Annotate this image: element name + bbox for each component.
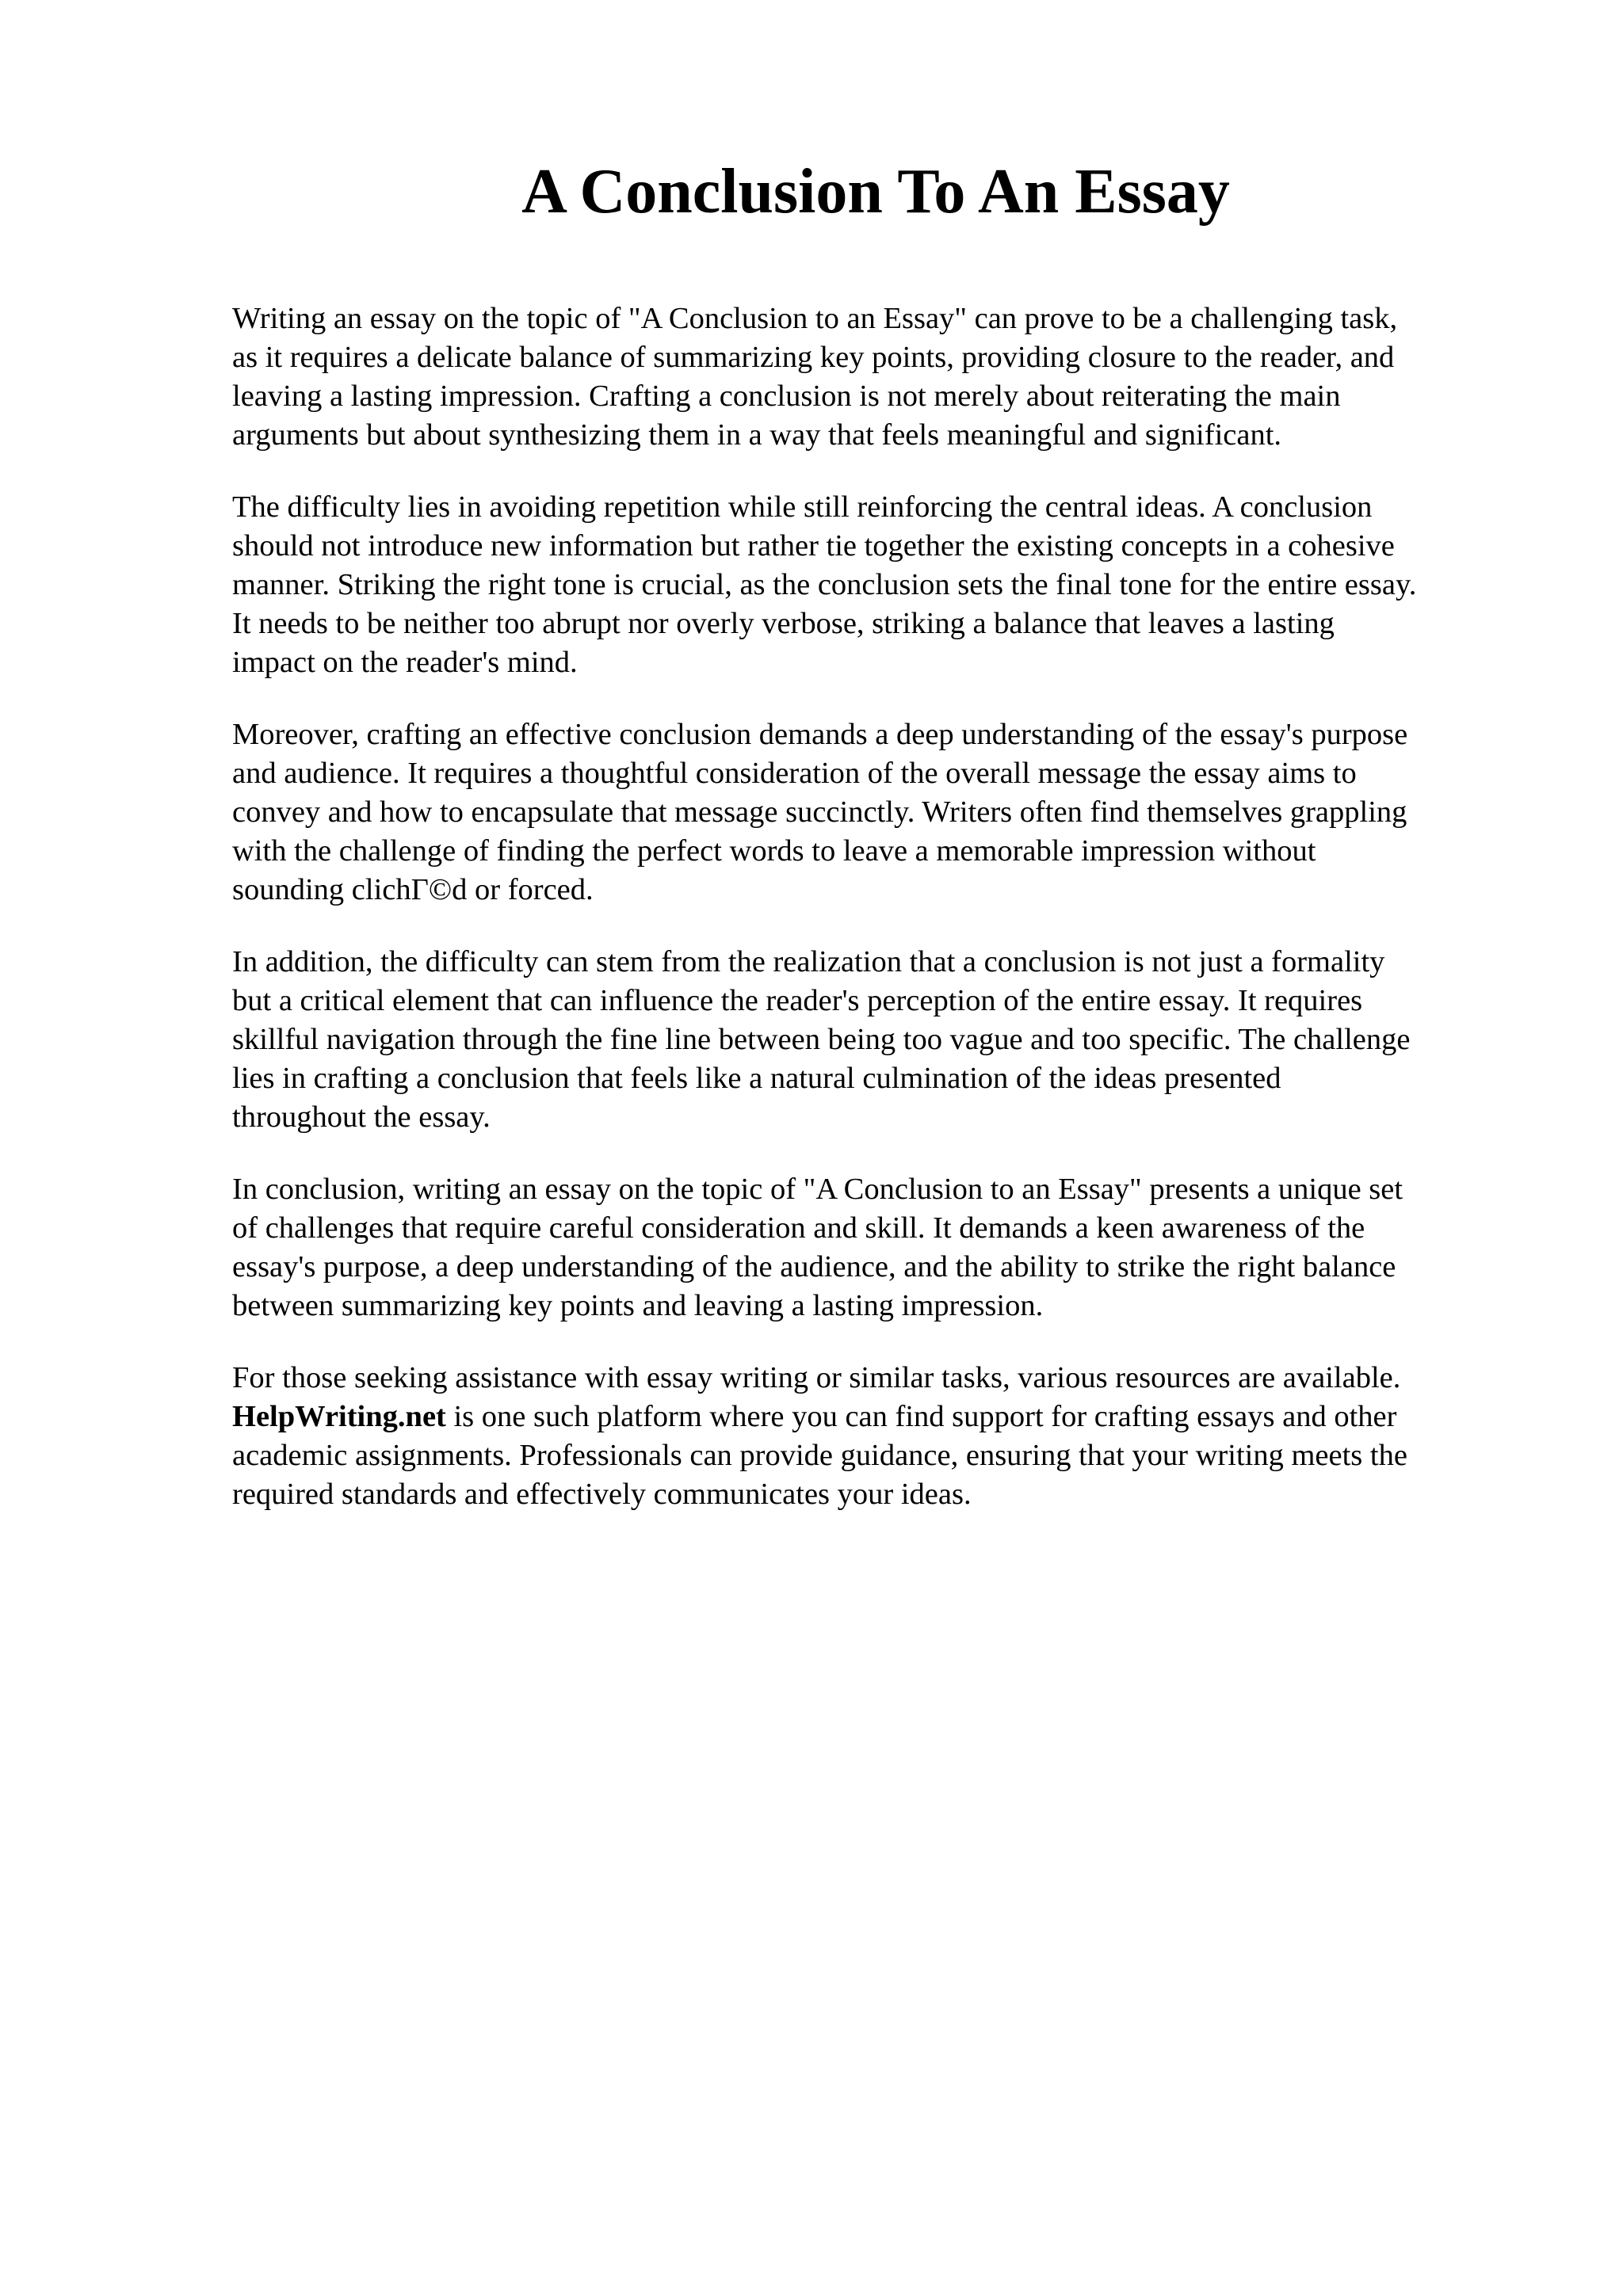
- paragraph-line: arguments but about synthesizing them in a way that feels meaningful and significant.: [232, 418, 1282, 452]
- page-title: A Conclusion To An Essay: [521, 157, 1230, 227]
- paragraph-line: In conclusion, writing an essay on the topic of "A Conclusion to an Essay" presents a unique set: [232, 1173, 1403, 1206]
- paragraph-2: [232, 488, 1540, 682]
- paragraph-6: [232, 1359, 1540, 1514]
- paragraph-line-rest: is one such platform where you can find support for crafting essays and other: [445, 1400, 1397, 1433]
- paragraph-line: Moreover, crafting an effective conclusion demands a deep understanding of the essay's purpose: [232, 718, 1408, 751]
- paragraph-line: [232, 1398, 1540, 1436]
- paragraph-line: leaving a lasting impression. Crafting a conclusion is not merely about reiterating the main: [232, 379, 1341, 413]
- paragraph-line: convey and how to encapsulate that message succinctly. Writers often find themselves grappling: [232, 795, 1407, 829]
- paragraph-line: throughout the essay.: [232, 1100, 491, 1134]
- paragraph-line: The difficulty lies in avoiding repetition while still reinforcing the central ideas. A conclusion: [232, 490, 1373, 524]
- paragraph-1: [232, 299, 1540, 455]
- paragraph-line: manner. Striking the right tone is crucial, as the conclusion sets the final tone for the entire essay.: [232, 568, 1417, 601]
- paragraph-line: with the challenge of finding the perfect words to leave a memorable impression without: [232, 834, 1316, 868]
- essay-body: [232, 299, 1540, 1547]
- paragraph-line: It needs to be neither too abrupt nor overly verbose, striking a balance that leaves a lasting: [232, 607, 1335, 640]
- paragraph-line: should not introduce new information but rather tie together the existing concepts in a cohesive: [232, 529, 1395, 563]
- paragraph-5: [232, 1170, 1540, 1325]
- helpwriting-link[interactable]: HelpWriting.net: [232, 1400, 446, 1433]
- paragraph-line: and audience. It requires a thoughtful consideration of the overall message the essay aims to: [232, 757, 1357, 790]
- paragraph-line: skillful navigation through the fine line between being too vague and too specific. The challenge: [232, 1023, 1411, 1056]
- paragraph-line: sounding clichΓ©d or forced.: [232, 873, 594, 906]
- paragraph-line: impact on the reader's mind.: [232, 646, 578, 679]
- paragraph-line: essay's purpose, a deep understanding of the audience, and the ability to strike the right balance: [232, 1250, 1396, 1283]
- paragraph-line: academic assignments. Professionals can provide guidance, ensuring that your writing meets the: [232, 1439, 1407, 1472]
- paragraph-line: of challenges that require careful consideration and skill. It demands a keen awareness of the: [232, 1211, 1365, 1245]
- paragraph-line: Writing an essay on the topic of "A Conclusion to an Essay" can prove to be a challenging task,: [232, 302, 1398, 335]
- paragraph-line: but a critical element that can influence the reader's perception of the entire essay. It requires: [232, 984, 1363, 1017]
- paragraph-3: [232, 715, 1540, 910]
- paragraph-line: lies in crafting a conclusion that feels like a natural culmination of the ideas presented: [232, 1062, 1281, 1095]
- paragraph-line: In addition, the difficulty can stem from the realization that a conclusion is not just a formality: [232, 945, 1385, 978]
- paragraph-4: [232, 943, 1540, 1137]
- paragraph-line: required standards and effectively communicates your ideas.: [232, 1478, 972, 1511]
- paragraph-line: as it requires a delicate balance of summarizing key points, providing closure to the reader, and: [232, 341, 1395, 374]
- paragraph-line: between summarizing key points and leaving a lasting impression.: [232, 1289, 1044, 1322]
- paragraph-line: For those seeking assistance with essay writing or similar tasks, various resources are available.: [232, 1361, 1401, 1394]
